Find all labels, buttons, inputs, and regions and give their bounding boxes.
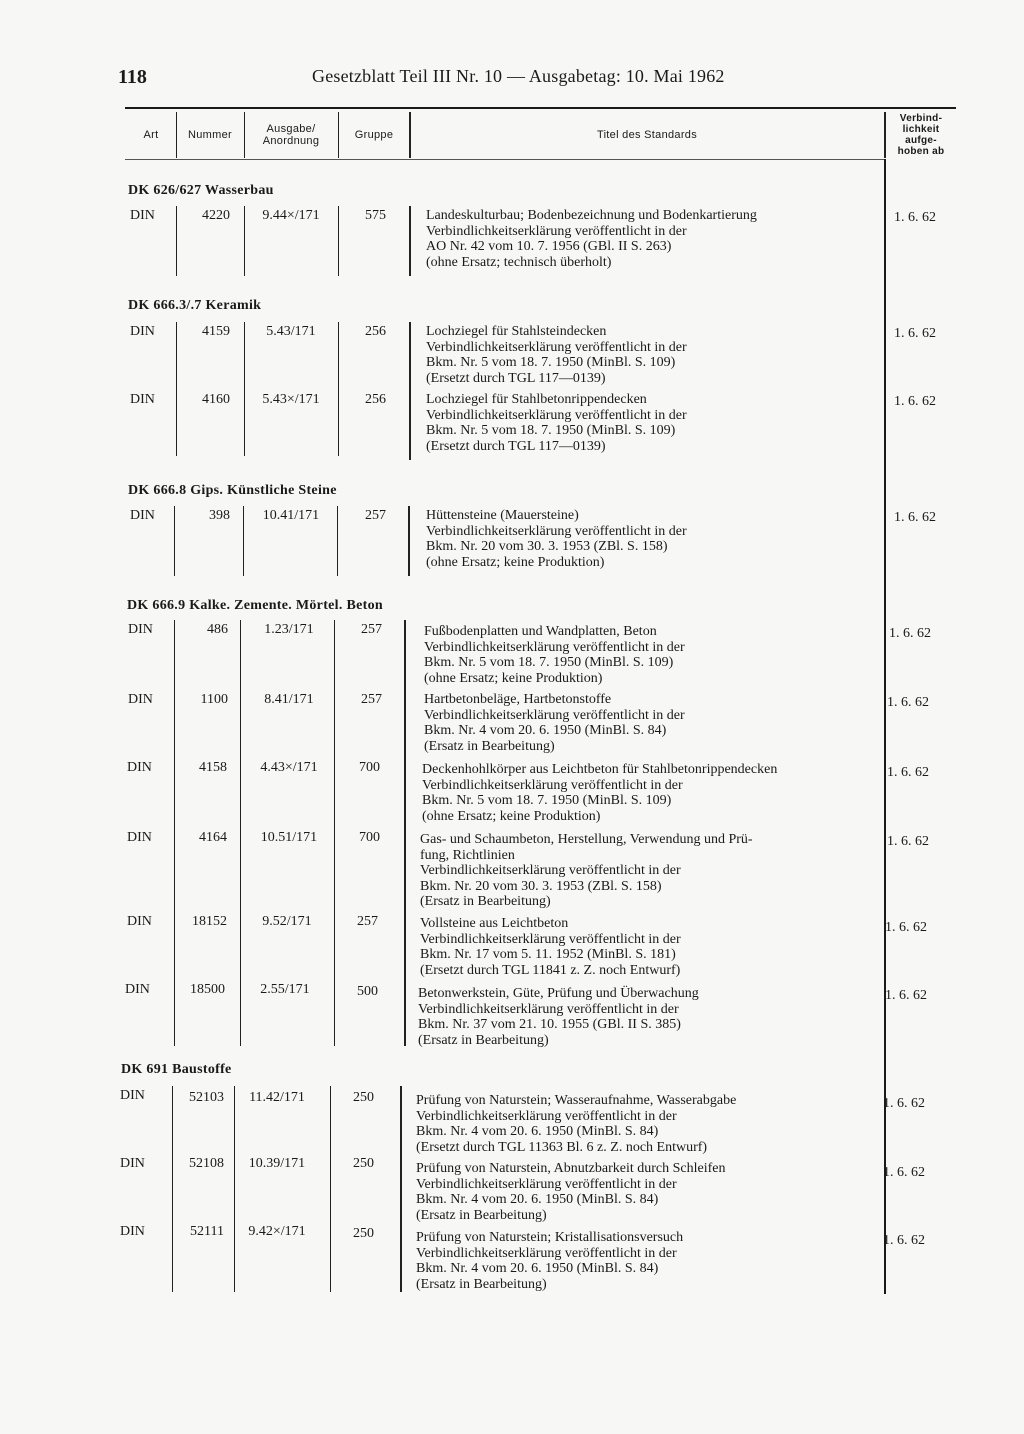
row-nummer: 52103 bbox=[189, 1090, 224, 1105]
row-divider bbox=[409, 322, 411, 460]
row-gruppe: 700 bbox=[359, 760, 380, 775]
title-line: Verbindlichkeitserklärung veröffentlicht in der bbox=[426, 223, 687, 239]
row-nummer: 1100 bbox=[200, 692, 228, 707]
page-number: 118 bbox=[118, 66, 147, 88]
row-divider bbox=[338, 322, 339, 456]
row-divider bbox=[174, 620, 175, 1046]
header-divider bbox=[338, 112, 339, 158]
title-line: Lochziegel für Stahlbetonrippendecken bbox=[426, 392, 647, 407]
row-art: DIN bbox=[120, 1224, 145, 1239]
title-line: Verbindlichkeitserklärung veröffentlicht in der bbox=[426, 407, 687, 423]
row-ausgabe: 4.43×/171 bbox=[260, 760, 318, 775]
title-line: Bkm. Nr. 5 vom 18. 7. 1950 (MinBl. S. 109) bbox=[426, 355, 676, 370]
title-line: Bkm. Nr. 5 vom 18. 7. 1950 (MinBl. S. 109) bbox=[426, 423, 676, 438]
row-ausgabe: 9.42×/171 bbox=[248, 1224, 306, 1239]
row-divider bbox=[338, 206, 339, 276]
title-line: Hartbetonbeläge, Hartbetonstoffe bbox=[424, 692, 612, 707]
row-divider bbox=[176, 322, 177, 456]
row-nummer: 4164 bbox=[199, 830, 227, 845]
row-title bbox=[426, 508, 876, 570]
title-line: (ohne Ersatz; keine Produktion) bbox=[424, 670, 603, 686]
title-line: (Ersatz in Bearbeitung) bbox=[418, 1032, 549, 1048]
row-gruppe: 257 bbox=[361, 692, 382, 707]
title-line: Bkm. Nr. 4 vom 20. 6. 1950 (MinBl. S. 84) bbox=[416, 1261, 659, 1276]
row-art: DIN bbox=[130, 392, 155, 407]
title-line: fung, Richtlinien bbox=[420, 847, 515, 863]
column-header-ausgabe-line1: Ausgabe/ bbox=[266, 123, 316, 135]
title-line: (Ersatz in Bearbeitung) bbox=[416, 1207, 547, 1223]
row-gruppe: 250 bbox=[353, 1226, 374, 1241]
row-nummer: 4158 bbox=[199, 760, 227, 775]
row-divider bbox=[244, 206, 245, 276]
section-heading: DK 691 Baustoffe bbox=[121, 1062, 232, 1077]
title-line: (ohne Ersatz; technisch überholt) bbox=[426, 254, 612, 270]
row-date: 1. 6. 62 bbox=[887, 765, 929, 780]
title-line: Prüfung von Naturstein; Kristallisationsversuch bbox=[416, 1230, 684, 1245]
title-line: Verbindlichkeitserklärung veröffentlicht in der bbox=[426, 339, 687, 355]
column-header-titel: Titel des Standards bbox=[596, 129, 698, 141]
title-line: Bkm. Nr. 20 vom 30. 3. 1953 (ZBl. S. 158) bbox=[420, 878, 662, 894]
title-line: Bkm. Nr. 20 vom 30. 3. 1953 (ZBl. S. 158) bbox=[426, 539, 668, 554]
row-ausgabe: 1.23/171 bbox=[264, 622, 314, 637]
title-line: Prüfung von Naturstein, Abnutzbarkeit durch Schleifen bbox=[416, 1161, 726, 1176]
row-date: 1. 6. 62 bbox=[883, 1096, 925, 1111]
row-divider bbox=[400, 1086, 402, 1292]
row-date: 1. 6. 62 bbox=[894, 210, 936, 225]
row-title bbox=[420, 832, 870, 910]
row-divider bbox=[176, 206, 177, 276]
header-divider bbox=[176, 112, 177, 158]
row-divider bbox=[334, 620, 335, 1046]
header-bottom-rule bbox=[125, 159, 884, 160]
column-header-ausgabe-line2: Anordnung bbox=[262, 135, 320, 147]
title-line: Gas- und Schaumbeton, Herstellung, Verwendung und Prü- bbox=[420, 832, 753, 847]
row-divider bbox=[234, 1086, 235, 1292]
row-art: DIN bbox=[125, 982, 150, 997]
column-header-verbindlichkeit-line3: aufge- bbox=[905, 135, 937, 146]
column-header-verbindlichkeit bbox=[886, 110, 956, 160]
section-heading: DK 666.9 Kalke. Zemente. Mörtel. Beton bbox=[127, 598, 383, 613]
row-date: 1. 6. 62 bbox=[885, 920, 927, 935]
row-gruppe: 256 bbox=[365, 392, 386, 407]
row-gruppe: 257 bbox=[365, 508, 386, 523]
row-nummer: 4220 bbox=[202, 208, 230, 223]
date-column-rule bbox=[884, 159, 886, 1294]
title-line: Verbindlichkeitserklärung veröffentlicht in der bbox=[422, 777, 683, 793]
row-gruppe: 575 bbox=[365, 208, 386, 223]
header-divider bbox=[409, 112, 411, 158]
title-line: Bkm. Nr. 37 vom 21. 10. 1955 (GBl. II S. 385) bbox=[418, 1017, 681, 1032]
title-line: Bkm. Nr. 5 vom 18. 7. 1950 (MinBl. S. 109) bbox=[422, 793, 672, 808]
title-line: Lochziegel für Stahlsteindecken bbox=[426, 324, 607, 339]
row-ausgabe: 10.41/171 bbox=[262, 508, 320, 523]
title-line: Landeskulturbau; Bodenbezeichnung und Bodenkartierung bbox=[426, 208, 757, 223]
row-nummer: 486 bbox=[207, 622, 228, 637]
row-art: DIN bbox=[127, 830, 152, 845]
row-ausgabe: 5.43/171 bbox=[266, 324, 316, 339]
row-title bbox=[416, 1093, 866, 1155]
row-divider bbox=[243, 506, 244, 576]
row-art: DIN bbox=[127, 760, 152, 775]
title-line: Verbindlichkeitserklärung veröffentlicht in der bbox=[416, 1176, 677, 1192]
title-line: (Ersatz in Bearbeitung) bbox=[424, 738, 555, 754]
title-line: Fußbodenplatten und Wandplatten, Beton bbox=[424, 624, 657, 639]
row-title bbox=[424, 692, 874, 754]
row-art: DIN bbox=[130, 508, 155, 523]
section-heading: DK 666.8 Gips. Künstliche Steine bbox=[128, 483, 337, 498]
row-title bbox=[420, 916, 870, 978]
row-art: DIN bbox=[130, 324, 155, 339]
row-art: DIN bbox=[120, 1088, 145, 1103]
header-divider bbox=[884, 112, 886, 158]
title-line: (Ersatz in Bearbeitung) bbox=[416, 1276, 547, 1292]
column-header-ausgabe bbox=[246, 112, 336, 158]
title-line: (Ersetzt durch TGL 11363 Bl. 6 z. Z. noch Entwurf) bbox=[416, 1139, 708, 1155]
title-line: Bkm. Nr. 17 vom 5. 11. 1952 (MinBl. S. 181) bbox=[420, 947, 676, 962]
row-art: DIN bbox=[120, 1156, 145, 1171]
row-nummer: 4159 bbox=[202, 324, 230, 339]
row-nummer: 52111 bbox=[190, 1224, 224, 1239]
row-divider bbox=[244, 322, 245, 456]
row-gruppe: 500 bbox=[357, 984, 378, 999]
title-line: (ohne Ersatz; keine Produktion) bbox=[422, 808, 601, 824]
row-gruppe: 257 bbox=[357, 914, 378, 929]
column-header-verbindlichkeit-line2: lichkeit bbox=[902, 124, 940, 135]
title-line: Hüttensteine (Mauersteine) bbox=[426, 508, 579, 523]
row-gruppe: 256 bbox=[365, 324, 386, 339]
row-date: 1. 6. 62 bbox=[894, 326, 936, 341]
row-title bbox=[422, 762, 872, 824]
row-divider bbox=[172, 1086, 173, 1292]
title-line: Prüfung von Naturstein; Wasseraufnahme, Wasserabgabe bbox=[416, 1093, 737, 1108]
header-rule bbox=[125, 107, 956, 109]
row-title bbox=[426, 324, 876, 386]
title-line: Verbindlichkeitserklärung veröffentlicht in der bbox=[416, 1108, 677, 1124]
title-line: Deckenhohlkörper aus Leichtbeton für Stahlbetonrippendecken bbox=[422, 762, 778, 777]
row-date: 1. 6. 62 bbox=[887, 695, 929, 710]
row-ausgabe: 2.55/171 bbox=[260, 982, 310, 997]
row-divider bbox=[337, 506, 338, 576]
column-header-art: Art bbox=[143, 129, 159, 141]
row-nummer: 52108 bbox=[189, 1156, 224, 1171]
row-gruppe: 250 bbox=[353, 1090, 374, 1105]
row-divider bbox=[404, 620, 406, 1046]
row-date: 1. 6. 62 bbox=[883, 1233, 925, 1248]
title-line: Verbindlichkeitserklärung veröffentlicht in der bbox=[420, 931, 681, 947]
title-line: Verbindlichkeitserklärung veröffentlicht in der bbox=[424, 639, 685, 655]
row-title bbox=[426, 392, 876, 454]
column-header-nummer: Nummer bbox=[188, 129, 232, 141]
row-ausgabe: 9.44×/171 bbox=[262, 208, 320, 223]
row-date: 1. 6. 62 bbox=[894, 510, 936, 525]
title-line: (Ersetzt durch TGL 11841 z. Z. noch Entwurf) bbox=[420, 962, 681, 978]
row-ausgabe: 9.52/171 bbox=[262, 914, 312, 929]
row-divider bbox=[174, 506, 175, 576]
row-art: DIN bbox=[127, 914, 152, 929]
row-title bbox=[426, 208, 876, 270]
title-line: Vollsteine aus Leichtbeton bbox=[420, 916, 569, 931]
row-divider bbox=[408, 506, 410, 576]
row-art: DIN bbox=[128, 692, 153, 707]
row-date: 1. 6. 62 bbox=[889, 626, 931, 641]
title-line: Verbindlichkeitserklärung veröffentlicht in der bbox=[424, 707, 685, 723]
column-header-verbindlichkeit-line4: hoben ab bbox=[897, 146, 945, 157]
row-art: DIN bbox=[130, 208, 155, 223]
row-nummer: 18500 bbox=[190, 982, 225, 997]
column-header-verbindlichkeit-line1: Verbind- bbox=[899, 113, 943, 124]
section-heading: DK 626/627 Wasserbau bbox=[128, 183, 274, 198]
title-line: Bkm. Nr. 5 vom 18. 7. 1950 (MinBl. S. 109) bbox=[424, 655, 674, 670]
row-divider bbox=[330, 1086, 331, 1292]
title-line: (ohne Ersatz; keine Produktion) bbox=[426, 554, 605, 570]
title-line: (Ersetzt durch TGL 117—0139) bbox=[426, 438, 606, 454]
title-line: Verbindlichkeitserklärung veröffentlicht in der bbox=[426, 523, 687, 539]
title-line: (Ersetzt durch TGL 117—0139) bbox=[426, 370, 606, 386]
title-line: Bkm. Nr. 4 vom 20. 6. 1950 (MinBl. S. 84) bbox=[416, 1192, 659, 1207]
row-ausgabe: 10.39/171 bbox=[248, 1156, 306, 1171]
row-art: DIN bbox=[128, 622, 153, 637]
row-nummer: 398 bbox=[209, 508, 230, 523]
row-title bbox=[418, 986, 868, 1048]
row-title bbox=[424, 624, 874, 686]
title-line: Verbindlichkeitserklärung veröffentlicht in der bbox=[418, 1001, 679, 1017]
row-date: 1. 6. 62 bbox=[887, 834, 929, 849]
title-line: Verbindlichkeitserklärung veröffentlicht in der bbox=[420, 863, 681, 878]
row-ausgabe: 5.43×/171 bbox=[262, 392, 320, 407]
section-heading: DK 666.3/.7 Keramik bbox=[128, 298, 262, 313]
row-ausgabe: 10.51/171 bbox=[260, 830, 318, 845]
row-gruppe: 250 bbox=[353, 1156, 374, 1171]
row-date: 1. 6. 62 bbox=[894, 394, 936, 409]
row-ausgabe: 8.41/171 bbox=[264, 692, 314, 707]
title-line: (Ersatz in Bearbeitung) bbox=[420, 894, 551, 909]
title-line: Verbindlichkeitserklärung veröffentlicht in der bbox=[416, 1245, 677, 1261]
title-line: AO Nr. 42 vom 10. 7. 1956 (GBl. II S. 263) bbox=[426, 239, 672, 254]
row-divider bbox=[409, 206, 411, 276]
row-nummer: 4160 bbox=[202, 392, 230, 407]
running-title: Gesetzblatt Teil III Nr. 10 — Ausgabetag: 10. Mai 1962 bbox=[312, 66, 725, 86]
row-title bbox=[416, 1230, 866, 1292]
row-nummer: 18152 bbox=[192, 914, 227, 929]
row-gruppe: 257 bbox=[361, 622, 382, 637]
row-ausgabe: 11.42/171 bbox=[249, 1090, 305, 1105]
row-gruppe: 700 bbox=[359, 830, 380, 845]
header-divider bbox=[244, 112, 245, 158]
row-divider bbox=[240, 620, 241, 1046]
title-line: Betonwerkstein, Güte, Prüfung und Überwachung bbox=[418, 986, 699, 1001]
row-date: 1. 6. 62 bbox=[883, 1165, 925, 1180]
row-date: 1. 6. 62 bbox=[885, 988, 927, 1003]
column-header-gruppe: Gruppe bbox=[354, 129, 394, 141]
row-title bbox=[416, 1161, 866, 1223]
title-line: Bkm. Nr. 4 vom 20. 6. 1950 (MinBl. S. 84) bbox=[416, 1124, 659, 1139]
title-line: Bkm. Nr. 4 vom 20. 6. 1950 (MinBl. S. 84) bbox=[424, 723, 667, 738]
